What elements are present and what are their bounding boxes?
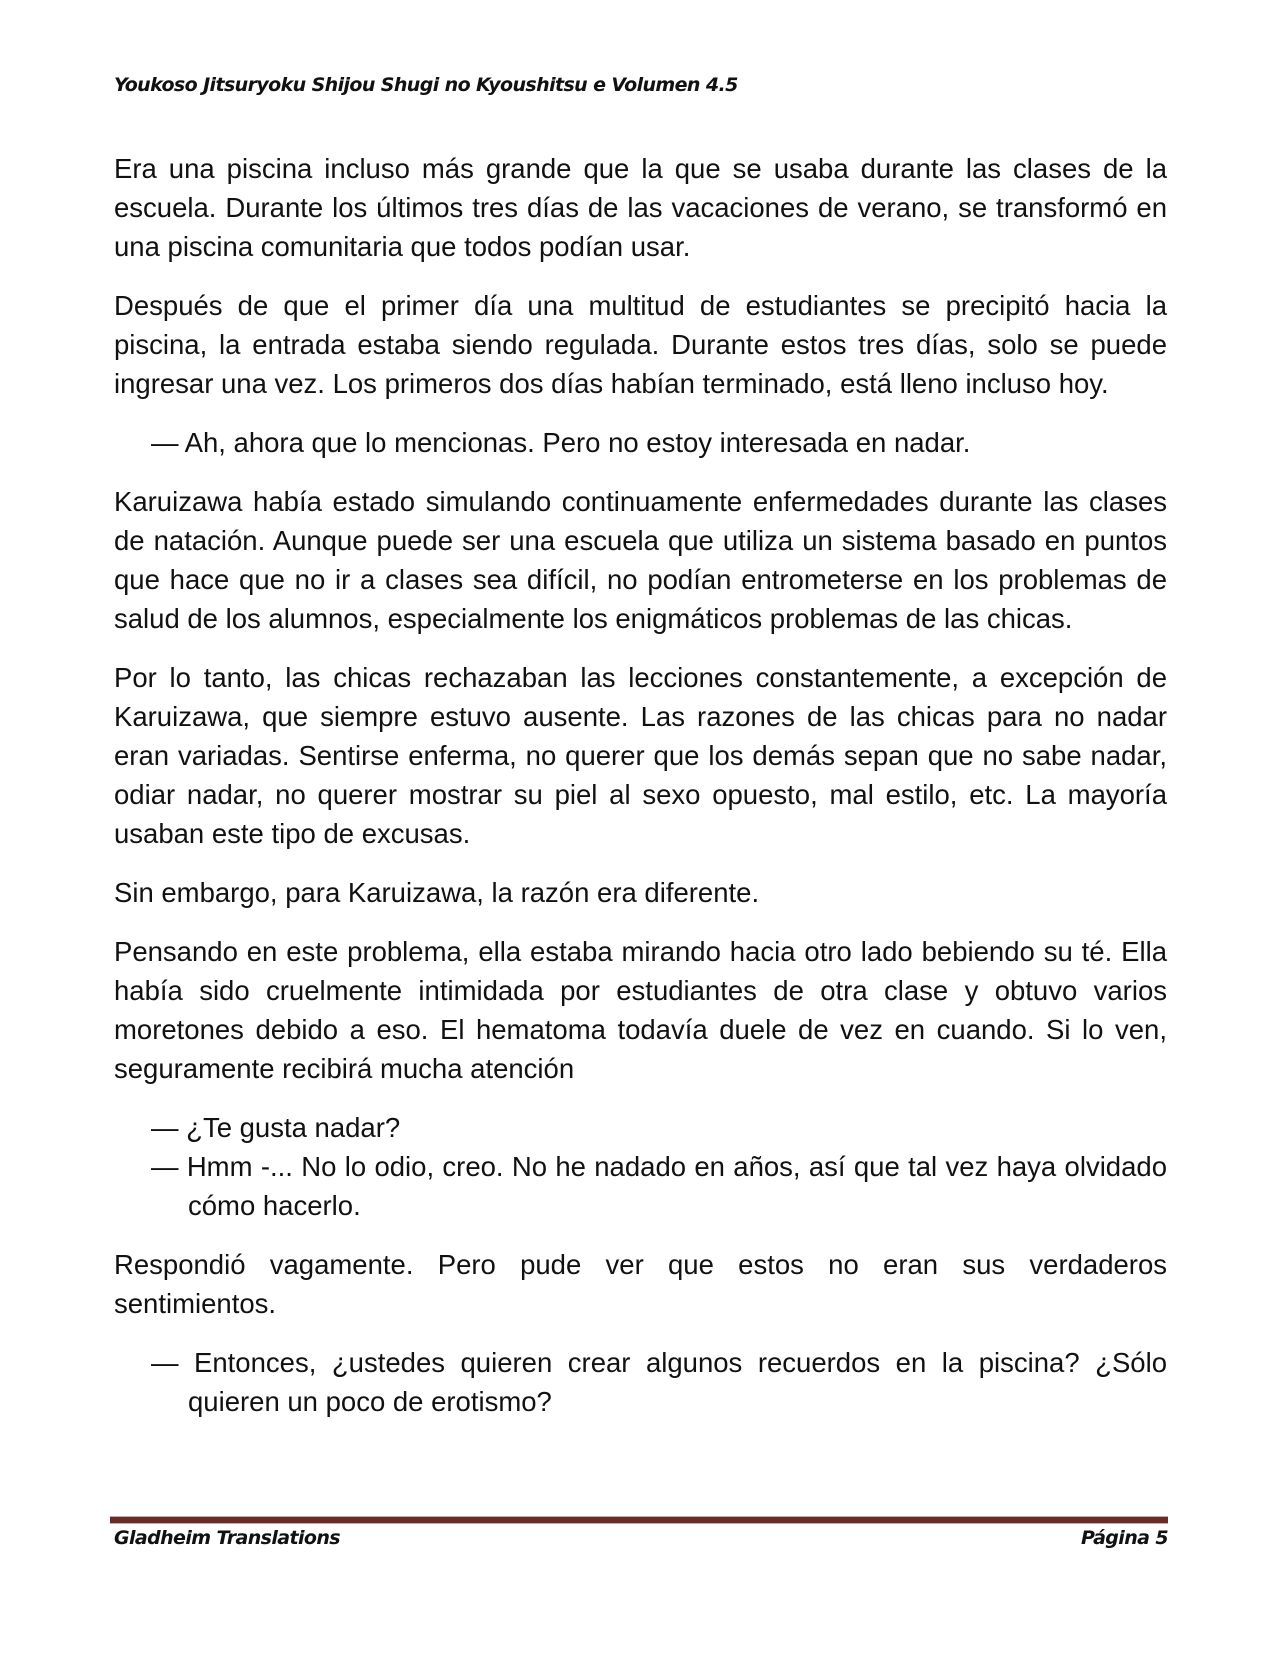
paragraph: Era una piscina incluso más grande que la que se usaba durante las clases de la escuela. Durante los últimos tres días de las vacaciones de verano, se transformó en una piscina comunitaria que todos podían usar. — [114, 153, 1167, 262]
running-header: Youkoso Jitsuryoku Shijou Shugi no Kyoushitsu e Volumen 4.5 — [114, 74, 738, 96]
dialogue-line: — ¿Te gusta nadar? — [151, 1112, 401, 1143]
paragraph: Respondió vagamente. Pero pude ver que estos no eran sus verdaderos sentimientos. — [114, 1249, 1167, 1319]
paragraph: Sin embargo, para Karuizawa, la razón era diferente. — [114, 877, 760, 908]
page-number: Página 5 — [1080, 1527, 1168, 1549]
paragraph: Por lo tanto, las chicas rechazaban las lecciones constantemente, a excepción de Karuizawa, que siempre estuvo ausente. Las razones de las chicas para no nadar eran variadas. Sentirse enferma, no querer que los demás sepan que no sabe nadar, odiar nadar, no querer mostrar su piel al sexo opuesto, mal estilo, etc. La mayoría usaban este tipo de excusas. — [114, 662, 1167, 849]
paragraph: Después de que el primer día una multitud de estudiantes se precipitó hacia la piscina, la entrada estaba siendo regulada. Durante estos tres días, solo se puede ingresar una vez. Los primeros dos días habían terminado, está lleno incluso hoy. — [114, 290, 1167, 399]
dialogue-line: — Hmm -... No lo odio, creo. No he nadado en años, así que tal vez haya olvidado cómo hacerlo. — [151, 1151, 1167, 1221]
footer-rule — [110, 1516, 1168, 1524]
body-text — [114, 149, 1167, 1441]
paragraph: Pensando en este problema, ella estaba mirando hacia otro lado bebiendo su té. Ella había sido cruelmente intimidada por estudiantes de otra clase y obtuvo varios moretones debido a eso. El hematoma todavía duele de vez en cuando. Si lo ven, seguramente recibirá mucha atención — [114, 936, 1167, 1084]
paragraph: Karuizawa había estado simulando continuamente enfermedades durante las clases de natación. Aunque puede ser una escuela que utiliza un sistema basado en puntos que hace que no ir a clases sea difícil, no podían entrometerse en los problemas de salud de los alumnos, especialmente los enigmáticos problemas de las chicas. — [114, 486, 1167, 634]
footer-translator: Gladheim Translations — [114, 1527, 340, 1549]
dialogue-line: — Entonces, ¿ustedes quieren crear algunos recuerdos en la piscina? ¿Sólo quieren un poco de erotismo? — [151, 1347, 1167, 1417]
dialogue-line: — Ah, ahora que lo mencionas. Pero no estoy interesada en nadar. — [151, 427, 971, 458]
